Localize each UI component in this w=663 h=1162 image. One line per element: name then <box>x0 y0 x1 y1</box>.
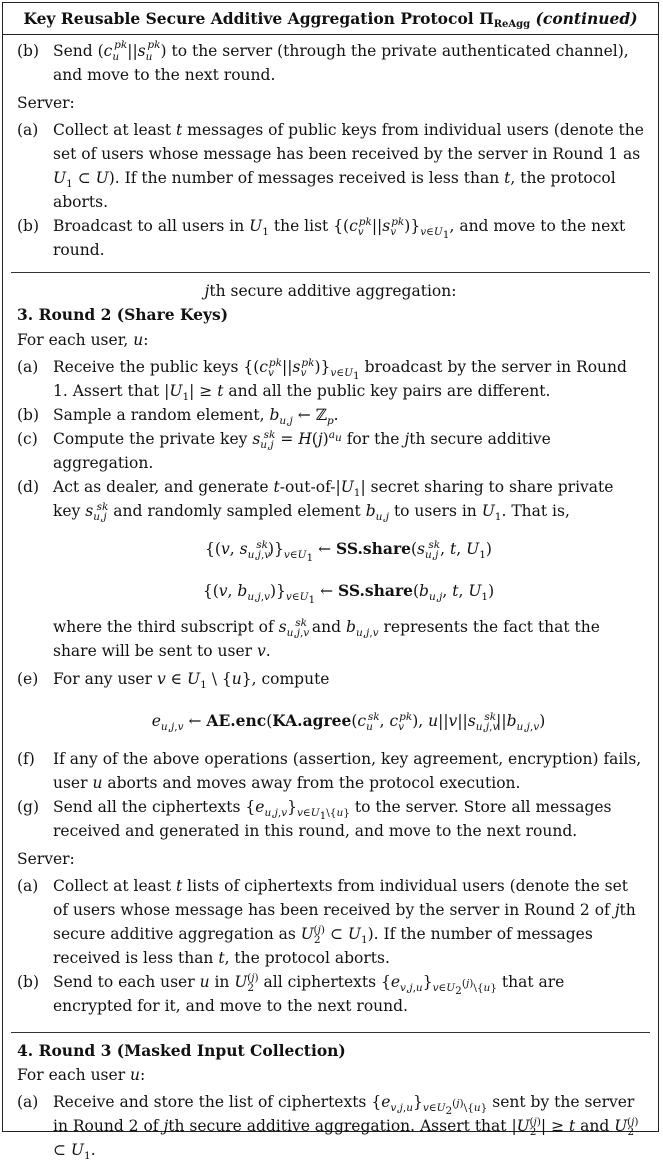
round3-for-each: For each user u: <box>17 1066 146 1084</box>
round2-heading: 3. Round 2 (Share Keys) <box>17 305 229 324</box>
round2-item-g <box>17 795 644 843</box>
item-label: (f) <box>17 750 35 768</box>
item-text: Compute the private key $s_{u,j}^{sk} = H(j)^{a_u}$ for the jth secure additive aggregation. <box>53 428 551 472</box>
item-text: Send all the ciphertexts $\{e_{u,j,v}\}_{v\in U_1\backslash\{u\}}$ to the server. Store all messages received and generated in this round, and move to the next round. <box>53 798 612 840</box>
equation-encrypt: $e_{u,j,v}$ ← $AE.enc(KA.agree(c_u^{sk}$, $c_v^{pk}$), $u||v||s_{u,j,v}^{sk}||b_{u,j,v}$) <box>151 710 546 734</box>
item-label: (a) <box>17 121 39 139</box>
server1-heading: Server: <box>17 94 75 112</box>
item-text: Send to each user u in $U_2^{(j)}$ all ciphertexts $\{e_{v,j,u}\}_{v\in U_2^{(j)}\backslash\{u\}}$ that are encrypted for it, and move to the next round. <box>53 971 565 1015</box>
server2-heading: Server: <box>17 850 75 868</box>
item-text: Collect at least t lists of ciphertexts from individual users (denote the set of users whose message has been received by the server in Round 2 of jth secure additive aggregation as $U_2^{(j)}$ ⊂ $U_1$). If the number of messages received is less than t, the protocol aborts. <box>53 877 636 967</box>
item-label: (a) <box>17 358 39 376</box>
item-text: Sample a random element, $b_{u,j}$ ← ℤ$_p$. <box>53 406 339 428</box>
protocol-content <box>3 39 658 1162</box>
item-label: (a) <box>17 877 39 895</box>
item-text: Send $(c_u^{pk}||s_u^{pk})$ to the server (through the private authenticated channel), and move to the next round. <box>53 39 629 84</box>
protocol-box <box>2 2 659 1162</box>
round2-item-d <box>17 475 644 663</box>
round2-item-a <box>17 355 644 403</box>
item-text: If any of the above operations (assertion, key agreement, encryption) fails, user u aborts and moves away from the protocol execution. <box>53 750 642 792</box>
server2-item-b <box>17 970 644 1018</box>
item-label: (b) <box>17 406 40 424</box>
round2-for-each: For each user, u: <box>17 331 149 349</box>
item-text: Receive the public keys $\{(c_v^{pk}||s_v^{pk})\}_{v\in U_1}$ broadcast by the server in Round 1. Assert that $|U_1| \ge t$ and all the public key pairs are different. <box>53 356 627 404</box>
jth-heading: jth secure additive aggregation: <box>204 282 457 300</box>
item-text: Collect at least t messages of public keys from individual users (denote the set of users whose message has been received by the server in Round 1 as $U_1$ ⊂ U). If the number of messages received is less than t, the protocol aborts. <box>53 121 644 211</box>
item-label: (e) <box>17 670 39 688</box>
item-text: Act as dealer, and generate $t-out-of-|U_1|$ secret sharing to share private key $s_{u,j}^{sk}$ and randomly sampled element $b_{u,j}$ to users in $U_1$. That is, <box>53 478 614 524</box>
item-label: (g) <box>17 798 40 816</box>
item-label: (b) <box>17 217 40 235</box>
title-subscript: ReAgg <box>493 19 531 30</box>
divider <box>11 1032 650 1033</box>
round2-item-e <box>17 667 644 733</box>
item-label: (b) <box>17 973 40 991</box>
item-label: (b) <box>17 42 40 60</box>
item-label: (a) <box>17 1093 39 1111</box>
round3-item-a <box>17 1090 644 1162</box>
equation-share-b: {(v, $b_{u,j,v})\}_{v\in U_1}$ ← $SS.share(b_{u,j}$, t, $U_1$) <box>202 581 495 607</box>
item-label: (d) <box>17 478 40 496</box>
where-note: where the third subscript of $s_{u,j,v}^{sk}$ and $b_{u,j,v}$ represents the fact that the share will be sent to user v. <box>53 616 600 660</box>
title-main: Key Reusable Secure Additive Aggregation Protocol Π <box>23 9 494 28</box>
server1-item-a <box>17 118 644 214</box>
round3-heading: 4. Round 3 (Masked Input Collection) <box>17 1041 346 1060</box>
round1-user-item-b <box>17 39 644 87</box>
divider <box>11 272 650 273</box>
server2-item-a <box>17 874 644 970</box>
title-suffix: (continued) <box>535 9 638 28</box>
item-text: Broadcast to all users in $U_1$ the list $\{(c_v^{pk}||s_v^{pk})\}_{v\in U_1}$, and move to the next round. <box>53 215 626 259</box>
equation-share-sk: {(v, $s_{u,j,v}^{sk})\}_{v\in U_1}$ ← $SS.share(s_{u,j}^{sk}$, t, $U_1$) <box>205 538 492 565</box>
item-text: Receive and store the list of ciphertexts $\{e_{v,j,u}\}_{v\in U_2^{(j)}\backslash\{u\}}$ sent by the server in Round 2 of jth secure additive aggregation. Assert that $|U_2^{(j)}| \ge t$ and $U_2^{(j)}$ ⊂ $U_1$. <box>53 1093 639 1162</box>
round2-item-b <box>17 403 644 427</box>
item-label: (c) <box>17 430 38 448</box>
item-text: For any user v ∈ $U_1$ \ {u}, compute <box>53 670 330 692</box>
protocol-title <box>3 3 658 35</box>
server1-item-b <box>17 214 644 262</box>
round2-item-f <box>17 747 644 795</box>
round2-item-c <box>17 427 644 475</box>
